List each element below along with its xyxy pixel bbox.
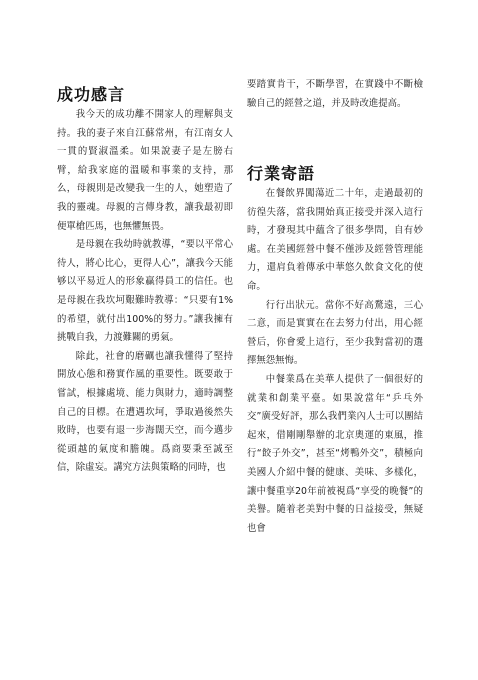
section-heading-industry: 行業寄語 [247, 164, 316, 183]
paragraph: 行行出狀元。當你不好高騖遠，三心二意，而是實實在在去努力付出，用心經營后，你會愛上這行，至少我對當初的選擇無怨無悔。 [247, 299, 423, 367]
paragraph: 在餐飲界闖蕩近二十年，走過最初的彷徨失落，當我開始真正接受并深入這行時，才發現其中蘊含了很多學問，自有妙處。在美國經營中餐不僅涉及經營管理能力，還肩負着傳承中華悠久飲食文化的使命。 [247, 188, 423, 292]
paragraph-continued: 要踏實肯干，不斷學習，在實踐中不斷檢驗自己的經營之道，并及時改進提高。 [247, 79, 423, 109]
paragraph: 除此，社會的磨礪也讓我懂得了堅持開放心態和務實作風的重要性。既要敢于嘗試，根據處境、能力與財力，適時調整自己的目標。在遭遇坎坷，爭取過後然失敗時，也要有退一步海闊天空，而今邁步從頭越的氣度和膽魄。爲商要秉至誠至信，除虛妄。講究方法與策略的同時，也 [57, 350, 233, 474]
right-column-top [247, 76, 423, 113]
paragraph: 我今天的成功離不開家人的理解與支持。我的妻子來自江蘇常州，有江南女人一貫的賢淑溫柔。如果說妻子是左膀右臂，給我家庭的溫暖和事業的支持，那么，母親則是改變我一生的人，她塑造了我的靈魂。母親的言傳身教，讓我最初即便單槍匹馬，也無懼無畏。 [57, 109, 233, 232]
paragraph: 中餐業爲在美華人提供了一個很好的就業和創業平臺。如果說當年“乒乓外交”廣受好評，那么我們業內人士可以團結起來，借剛剛舉辦的北京奧運的東風，推行“餃子外交”，甚至“烤鴨外交”，積極向美國人介紹中餐的健康、美味、多樣化，讓中餐重享20年前被視爲“享受的晚餐”的美譽。隨着老美對中餐的日益接受，無疑也會 [247, 373, 423, 534]
right-column [247, 163, 423, 538]
left-column [57, 70, 233, 478]
paragraph: 是母親在我幼時就教導，“要以平常心待人，將心比心，更得人心”，讓我今天能够以平易近人的形象贏得員工的信任。也是母親在我坎坷艱難時教導：“只要有1%的希望，就付出100%的努力。”讓我擁有挑戰自我，力渡難關的勇氣。 [57, 239, 233, 344]
section-heading-success: 成功感言 [57, 85, 126, 104]
